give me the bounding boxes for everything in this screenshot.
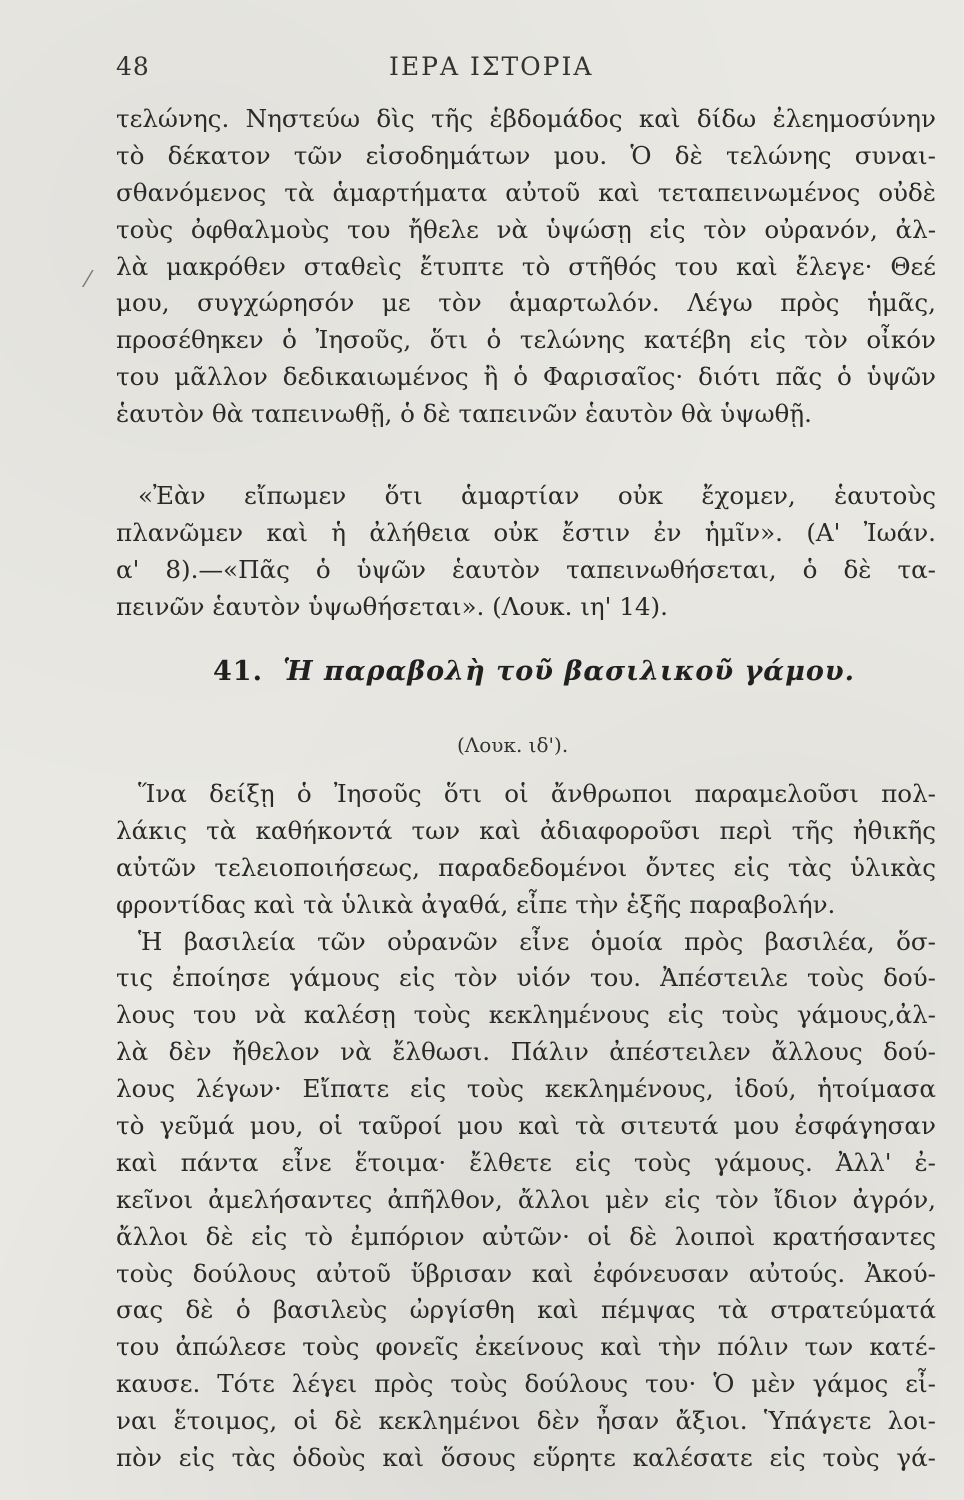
text-line: Ἡ βασιλεία τῶν οὐρανῶν εἶνε ὁμοία πρὸς βασιλέα, ὅσ- — [138, 926, 936, 956]
text-line: λους του νὰ καλέσῃ τοὺς κεκλημένους εἰς τοὺς γάμους,ἀλ- — [116, 1000, 936, 1030]
margin-mark: ⁄ — [86, 268, 90, 293]
text-line: πεινῶν ἑαυτὸν ὑψωθήσεται». (Λουκ. ιη' 14). — [116, 591, 668, 621]
text-line: Ἵνα δείξῃ ὁ Ἰησοῦς ὅτι οἱ ἄνθρωποι παραμελοῦσι πολ- — [138, 779, 936, 808]
text-line: αὐτῶν τελειοποιήσεως, παραδεδομένοι ὄντες εἰς τὰς ὑλικὰς — [116, 852, 936, 882]
text-line: λους λέγων· Εἴπατε εἰς τοὺς κεκλημένους, ἰδού, ἡτοίμασα — [116, 1074, 936, 1104]
text-line: κεῖνοι ἀμελήσαντες ἀπῆλθον, ἄλλοι μὲν εἰς τὸν ἴδιον ἀγρόν, — [116, 1184, 936, 1214]
paragraph-3 — [116, 776, 936, 1477]
text-line: προσέθηκεν ὁ Ἰησοῦς, ὅτι ὁ τελώνης κατέβη εἰς τὸν οἶκόν — [116, 325, 936, 355]
text-line: τοὺς ὀφθαλμοὺς του ἤθελε νὰ ὑψώσῃ εἰς τὸν οὐρανόν, ἀλ- — [116, 214, 936, 244]
text-line: τις ἐποίησε γάμους εἰς τὸν υἱόν του. Ἀπέστειλε τοὺς δού- — [116, 963, 936, 993]
text-line: λὰ δὲν ἤθελον νὰ ἔλθωσι. Πάλιν ἀπέστειλεν ἄλλους δού- — [116, 1037, 936, 1067]
text-line: σας δὲ ὁ βασιλεὺς ὠργίσθη καὶ πέμψας τὰ στρατεύματά — [116, 1295, 936, 1325]
section-reference: (Λουκ. ιδ'). — [457, 733, 569, 757]
paragraph-1 — [116, 101, 936, 433]
text-line: σθανόμενος τὰ ἁμαρτήματα αὐτοῦ καὶ τεταπεινωμένος οὐδὲ — [116, 177, 936, 207]
text-line: «Ἐὰν εἴπωμεν ὅτι ἁμαρτίαν οὐκ ἔχομεν, ἑαυτοὺς — [138, 481, 936, 510]
running-title: ΙΕΡΑ ΙΣΤΟΡΙΑ — [389, 52, 594, 81]
text-line: τὸ γεῦμά μου, οἱ ταῦροί μου καὶ τὰ σιτευτά μου ἐσφάγησαν — [116, 1111, 936, 1141]
text-line: τὸ δέκατον τῶν εἰσοδημάτων μου. Ὁ δὲ τελώνης συναι- — [116, 140, 936, 170]
text-line: πὸν εἰς τὰς ὁδοὺς καὶ ὅσους εὕρητε καλέσατε εἰς τοὺς γά- — [116, 1443, 936, 1473]
text-line: καὶ πάντα εἶνε ἕτοιμα· ἔλθετε εἰς τοὺς γάμους. Ἀλλ' ἐ- — [116, 1147, 936, 1177]
text-line: του μᾶλλον δεδικαιωμένος ἢ ὁ Φαρισαῖος· διότι πᾶς ὁ ὑψῶν — [116, 362, 936, 392]
text-line: ἄλλοι δὲ εἰς τὸ ἐμπόριον αὐτῶν· οἱ δὲ λοιποὶ κρατήσαντες — [116, 1221, 936, 1251]
running-head — [116, 52, 936, 92]
text-line: ναι ἕτοιμος, οἱ δὲ κεκλημένοι δὲν ἦσαν ἄξιοι. Ὑπάγετε λοι- — [116, 1406, 936, 1436]
section-title: Ἡ παραβολὴ τοῦ βασιλικοῦ γάμου. — [283, 656, 855, 687]
text-line: τοὺς δούλους αὐτοῦ ὕβρισαν καὶ ἐφόνευσαν αὐτούς. Ἀκού- — [116, 1258, 936, 1288]
paragraph-2 — [116, 478, 936, 626]
section-heading — [213, 656, 893, 700]
text-line: λὰ μακρόθεν σταθεὶς ἔτυπτε τὸ στῆθός του καὶ ἔλεγε· Θεέ — [116, 251, 936, 281]
page-number: 48 — [116, 52, 150, 81]
text-line: του ἀπώλεσε τοὺς φονεῖς ἐκείνους καὶ τὴν πόλιν των κατέ- — [116, 1332, 936, 1362]
text-line: τελώνης. Νηστεύω δὶς τῆς ἑβδομάδος καὶ δίδω ἐλεημοσύνην — [116, 104, 936, 133]
text-line: λάκις τὰ καθήκοντά των καὶ ἀδιαφοροῦσι περὶ τῆς ἠθικῆς — [116, 815, 936, 845]
text-line: καυσε. Τότε λέγει πρὸς τοὺς δούλους του· Ὁ μὲν γάμος εἶ- — [116, 1369, 936, 1399]
text-line: φροντίδας καὶ τὰ ὑλικὰ ἀγαθά, εἶπε τὴν ἑξῆς παραβολήν. — [116, 889, 836, 919]
text-line: α' 8).—«Πᾶς ὁ ὑψῶν ἑαυτὸν ταπεινωθήσεται, ὁ δὲ τα- — [116, 554, 936, 584]
text-line: πλανῶμεν καὶ ἡ ἀλήθεια οὐκ ἔστιν ἐν ἡμῖν». (Α' Ἰωάν. — [116, 517, 936, 547]
text-line: μου, συγχώρησόν με τὸν ἁμαρτωλόν. Λέγω πρὸς ἡμᾶς, — [116, 288, 936, 318]
section-number: 41. — [213, 656, 263, 687]
text-line: ἑαυτὸν θὰ ταπεινωθῇ, ὁ δὲ ταπεινῶν ἑαυτὸν θὰ ὑψωθῇ. — [116, 399, 812, 429]
